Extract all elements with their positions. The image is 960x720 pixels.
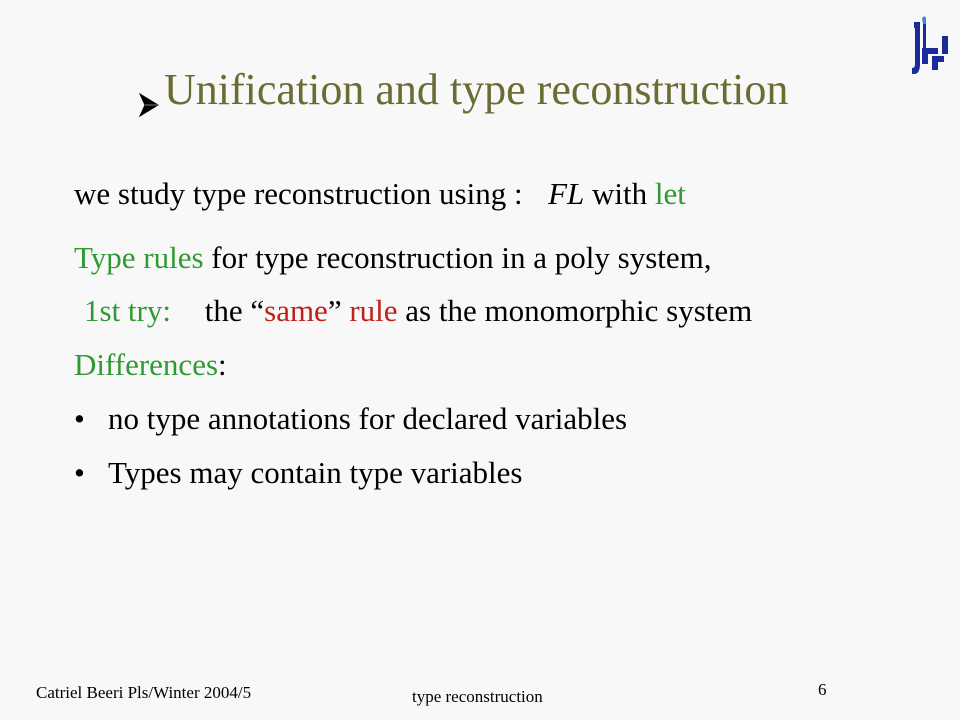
try-same: same xyxy=(264,293,328,328)
rules-label: Type rules xyxy=(74,240,204,275)
differences-label: Differences xyxy=(74,347,219,382)
try-quote-close: ” xyxy=(327,293,342,328)
study-prefix: we study type reconstruction using : xyxy=(74,176,523,211)
slide-title: Unification and type reconstruction xyxy=(164,65,789,114)
bullet-item: no type annotations for declared variables xyxy=(108,401,628,436)
differences-line xyxy=(74,347,227,383)
rules-rest: for type reconstruction in a poly system, xyxy=(211,240,712,275)
bullet-dot: • xyxy=(74,455,85,490)
bullet-dot: • xyxy=(74,401,85,436)
slide-title-row xyxy=(136,60,788,120)
study-fl: FL xyxy=(548,176,585,211)
study-let: let xyxy=(654,176,686,211)
try-rule: rule xyxy=(349,293,398,328)
try-the: the “ xyxy=(204,293,265,328)
study-with: with xyxy=(592,176,648,211)
footer-topic: type reconstruction xyxy=(412,687,543,706)
footer-author: Catriel Beeri Pls/Winter 2004/5 xyxy=(36,683,252,702)
university-logo-icon xyxy=(908,14,950,82)
differences-colon: : xyxy=(218,347,227,382)
study-line xyxy=(74,176,686,212)
bullet-item: Types may contain type variables xyxy=(108,455,523,490)
first-try-line xyxy=(84,293,752,329)
try-label: 1st try: xyxy=(84,293,171,328)
arrow-bullet-icon xyxy=(136,76,162,106)
rules-line xyxy=(74,240,712,276)
page-number: 6 xyxy=(818,680,827,699)
try-rest: as the monomorphic system xyxy=(405,293,753,328)
